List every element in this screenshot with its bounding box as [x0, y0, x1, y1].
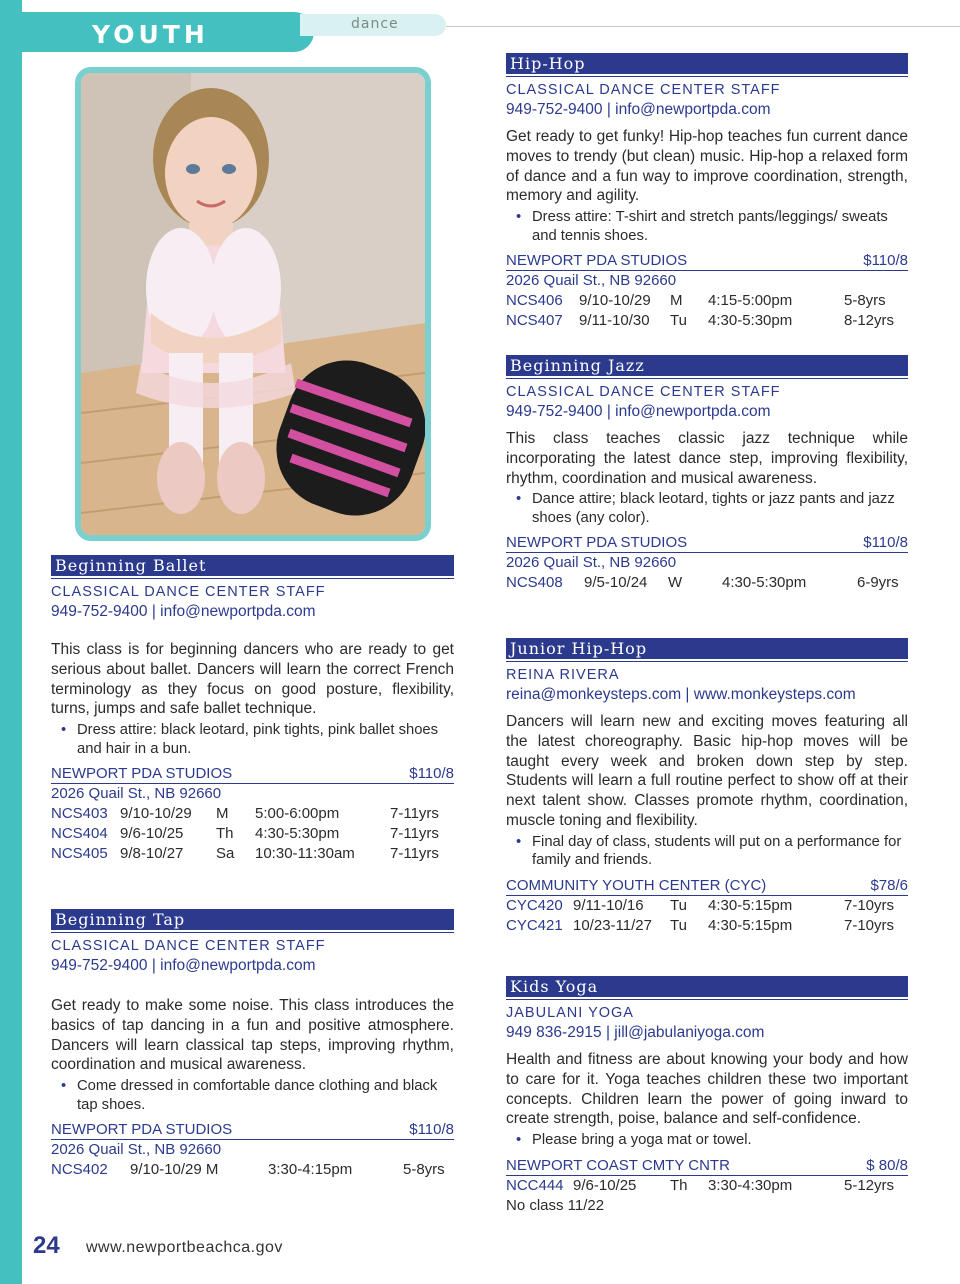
- instructor: JABULANI YOGA: [506, 1005, 634, 1021]
- price: $110/8: [409, 765, 454, 783]
- bullet-text: Dress attire: T-shirt and stretch pants/leggings/ sweats and tennis shoes.: [532, 209, 888, 244]
- course-time: 5:00-6:00pm: [255, 805, 340, 823]
- title-rule: [51, 578, 454, 579]
- course-dates: 9/11-10/16: [573, 896, 644, 914]
- course-dates: 9/8-10/27: [120, 845, 184, 863]
- course-ages: 5-8yrs: [844, 292, 886, 310]
- class-row: [51, 804, 454, 824]
- course-code[interactable]: NCS405: [51, 845, 108, 863]
- class-beginning-tap: [51, 909, 454, 1180]
- class-kids-yoga: [506, 976, 908, 1216]
- class-description: Dancers will learn new and exciting moves featuring all the latest choreography. Basic hip-hop moves will be taught every week and broken down step by step. Students will learn a full routine perfect to show off at their next talent show. Classes promote rhythm, coordination, muscle toning and flexibility.: [506, 713, 908, 829]
- bullet-text: Dress attire: black leotard, pink tights, pink ballet shoes and hair in a bun.: [77, 722, 439, 757]
- bullet-text: Final day of class, students will put on a performance for family and friends.: [532, 833, 902, 869]
- class-row: [506, 896, 908, 916]
- course-ages: 7-10yrs: [844, 896, 895, 914]
- course-ages: 5-12yrs: [844, 1176, 895, 1194]
- bullet-text: Come dressed in comfortable dance clothing and black tap shoes.: [77, 1078, 438, 1113]
- course-day: Tu: [670, 896, 687, 914]
- bullet-note: [506, 490, 908, 527]
- course-code[interactable]: NCS406: [506, 292, 563, 310]
- location-row: [51, 1120, 454, 1140]
- class-row: [506, 291, 908, 311]
- class-title: Beginning Ballet: [51, 555, 454, 576]
- course-ages: 7-11yrs: [390, 845, 439, 863]
- location-name: COMMUNITY YOUTH CENTER (CYC): [506, 876, 767, 894]
- course-day: Tu: [670, 916, 687, 934]
- course-code[interactable]: NCS404: [51, 825, 108, 843]
- class-title: Junior Hip-Hop: [506, 638, 908, 659]
- location-name: NEWPORT PDA STUDIOS: [51, 1121, 233, 1139]
- bullet-note: [506, 1131, 908, 1150]
- title-rule: [51, 932, 454, 933]
- bullet-dot: •: [61, 1078, 67, 1095]
- class-beginning-jazz: [506, 355, 908, 593]
- course-ages: 5-8yrs: [403, 1161, 445, 1179]
- class-row: [506, 916, 908, 936]
- contact-info[interactable]: 949-752-9400 | info@newportpda.com: [506, 101, 771, 118]
- instructor: REINA RIVERA: [506, 667, 620, 683]
- course-day: Th: [216, 825, 234, 843]
- class-row: [51, 1160, 454, 1180]
- section-title: YOUTH: [92, 20, 209, 49]
- course-dates: 10/23-11/27: [573, 916, 652, 934]
- course-code[interactable]: NCC444: [506, 1176, 564, 1194]
- bullet-dot: •: [516, 833, 522, 850]
- bullet-text: Dance attire; black leotard, tights or jazz pants and jazz shoes (any color).: [532, 491, 895, 526]
- course-ages: 6-9yrs: [857, 574, 899, 592]
- price: $78/6: [870, 876, 908, 894]
- contact-info[interactable]: 949-752-9400 | info@newportpda.com: [506, 403, 771, 420]
- bullet-note: [506, 833, 908, 870]
- course-code[interactable]: CYC420: [506, 896, 563, 914]
- course-day: Sa: [216, 845, 235, 863]
- course-ages: 7-11yrs: [390, 825, 439, 843]
- class-row: [51, 844, 454, 864]
- price: $ 80/8: [866, 1156, 908, 1174]
- class-junior-hip-hop: [506, 638, 908, 936]
- class-description: Get ready to make some noise. This class introduces the basics of tap dancing in a fun and positive atmosphere. Dancers will learn classical tap steps, improving rhythm, coordination and musical awareness.: [51, 997, 454, 1074]
- course-dates: 9/10-10/29: [120, 805, 192, 823]
- class-hip-hop: [506, 53, 908, 331]
- course-code[interactable]: NCS402: [51, 1161, 108, 1179]
- bullet-note: [506, 208, 908, 245]
- title-rule: [506, 661, 908, 662]
- instructor: CLASSICAL DANCE CENTER STAFF: [51, 938, 326, 954]
- contact-info[interactable]: 949-752-9400 | info@newportpda.com: [51, 957, 316, 974]
- instructor: CLASSICAL DANCE CENTER STAFF: [506, 384, 781, 400]
- contact-info[interactable]: reina@monkeysteps.com | www.monkeysteps.com: [506, 686, 856, 703]
- course-time: 4:30-5:15pm: [708, 916, 793, 934]
- class-title: Beginning Jazz: [506, 355, 908, 376]
- bullet-dot: •: [516, 209, 522, 226]
- location-name: NEWPORT PDA STUDIOS: [506, 534, 688, 552]
- course-day: W: [668, 574, 683, 592]
- course-time: 3:30-4:15pm: [268, 1161, 353, 1179]
- website-link[interactable]: www.newportbeachca.gov: [86, 1239, 283, 1256]
- class-title: Beginning Tap: [51, 909, 454, 930]
- bullet-note: [51, 1077, 454, 1114]
- course-dates: 9/6-10/25: [573, 1176, 637, 1194]
- course-day: Tu: [670, 312, 687, 330]
- course-ages: 8-12yrs: [844, 312, 895, 330]
- course-dates: 9/6-10/25: [120, 825, 184, 843]
- course-time: 4:30-5:15pm: [708, 896, 793, 914]
- header-rule: [446, 26, 960, 27]
- course-dates: 9/10-10/29: [579, 292, 651, 310]
- contact-info[interactable]: 949 836-2915 | jill@jabulaniyoga.com: [506, 1024, 765, 1041]
- contact-info[interactable]: 949-752-9400 | info@newportpda.com: [51, 603, 316, 620]
- class-description: This class is for beginning dancers who are ready to get serious about ballet. Dancers will learn the correct French terminology as they focus on good posture, flexibility, turns, jumps and safe ballet technique.: [51, 641, 454, 718]
- course-ages: 7-11yrs: [390, 805, 439, 823]
- price: $110/8: [863, 534, 908, 552]
- location-row: [51, 764, 454, 784]
- class-description: This class teaches classic jazz technique while incorporating the latest dance step, improving flexibility, rhythm, coordination and musical awareness.: [506, 430, 908, 487]
- course-time: 4:30-5:30pm: [722, 574, 807, 592]
- side-stripe: [0, 0, 22, 1284]
- course-time: 3:30-4:30pm: [708, 1176, 793, 1194]
- location-name: NEWPORT PDA STUDIOS: [51, 765, 233, 783]
- course-code[interactable]: NCS407: [506, 312, 563, 330]
- course-dates: 9/5-10/24: [584, 574, 648, 592]
- location-row: [506, 533, 908, 553]
- instructor: CLASSICAL DANCE CENTER STAFF: [51, 584, 326, 600]
- class-row: [51, 824, 454, 844]
- bullet-dot: •: [61, 722, 67, 739]
- course-time: 4:30-5:30pm: [255, 825, 340, 843]
- title-rule: [506, 999, 908, 1000]
- class-beginning-ballet: [51, 555, 454, 864]
- course-code[interactable]: CYC421: [506, 916, 563, 934]
- course-code[interactable]: NCS408: [506, 574, 563, 592]
- course-dates: 9/10-10/29 M: [130, 1161, 219, 1179]
- title-rule: [506, 76, 908, 77]
- course-dates: 9/11-10/30: [579, 312, 650, 330]
- price: $110/8: [863, 252, 908, 270]
- course-time: 4:15-5:00pm: [708, 292, 793, 310]
- instructor: CLASSICAL DANCE CENTER STAFF: [506, 82, 781, 98]
- ballet-girl-photo: [75, 67, 431, 541]
- address: 2026 Quail St., NB 92660: [51, 1141, 222, 1159]
- location-row: [506, 251, 908, 271]
- page-number: 24: [33, 1232, 60, 1259]
- address: 2026 Quail St., NB 92660: [51, 785, 222, 803]
- class-title: Kids Yoga: [506, 976, 908, 997]
- class-row: [506, 1176, 908, 1196]
- location-row: [506, 876, 908, 896]
- price: $110/8: [409, 1121, 454, 1139]
- class-row: [506, 311, 908, 331]
- course-day: Th: [670, 1176, 688, 1194]
- bullet-dot: •: [516, 491, 522, 508]
- course-day: M: [670, 292, 683, 310]
- schedule-note: No class 11/22: [506, 1196, 605, 1214]
- bullet-note: [51, 721, 454, 758]
- bullet-dot: •: [516, 1132, 522, 1149]
- address: 2026 Quail St., NB 92660: [506, 554, 677, 572]
- course-code[interactable]: NCS403: [51, 805, 108, 823]
- course-ages: 7-10yrs: [844, 916, 895, 934]
- class-row: [506, 573, 908, 593]
- bullet-text: Please bring a yoga mat or towel.: [532, 1132, 752, 1149]
- course-day: M: [216, 805, 229, 823]
- title-rule: [506, 378, 908, 379]
- course-time: 4:30-5:30pm: [708, 312, 793, 330]
- class-description: Health and fitness are about knowing your body and how to care for it. Yoga teaches children these two important concepts. Children learn the power of going inward to create strength, poise, balance and self-confidence.: [506, 1051, 908, 1128]
- location-name: NEWPORT COAST CMTY CNTR: [506, 1156, 730, 1174]
- course-time: 10:30-11:30am: [255, 845, 355, 863]
- class-title: Hip-Hop: [506, 53, 908, 74]
- class-description: Get ready to get funky! Hip-hop teaches fun current dance moves to trendy (but clean) music. Hip-hop a relaxed form of dance and a fun way to improve coordination, strength, memory and agility.: [506, 128, 908, 205]
- location-row: [506, 1156, 908, 1176]
- location-name: NEWPORT PDA STUDIOS: [506, 252, 688, 270]
- category-label: dance: [351, 16, 399, 32]
- address: 2026 Quail St., NB 92660: [506, 272, 677, 290]
